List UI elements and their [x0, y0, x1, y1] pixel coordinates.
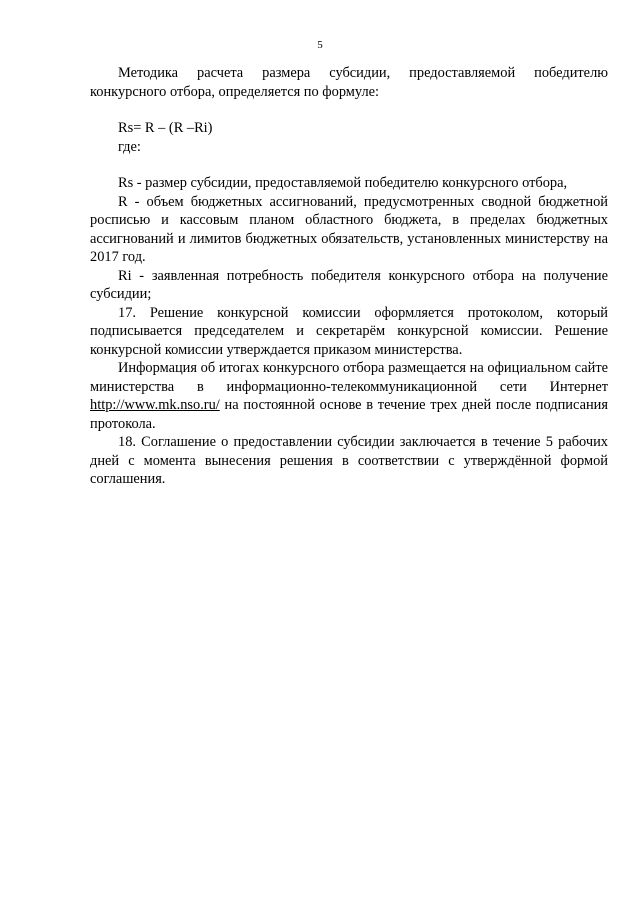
info-paragraph — [90, 359, 608, 433]
paragraph-17: 17. Решение конкурсной комиссии оформляется протоколом, который подписывается председателем и секретарём конкурсной комиссии. Решение конкурсной комиссии утверждается приказом министерства. — [90, 304, 608, 358]
ri-definition: Ri - заявленная потребность победителя конкурсного отбора на получение субсидии; — [90, 267, 608, 302]
document-body — [90, 64, 608, 489]
ministry-website-link[interactable]: http://www.mk.nso.ru/ — [90, 397, 220, 413]
r-definition: R - объем бюджетных ассигнований, предусмотренных сводной бюджетной росписью и кассовым планом областного бюджета, в пределах бюджетных ассигнований и лимитов бюджетных обязательств, установленных министерству на 2017 год. — [90, 193, 608, 265]
page-number: 5 — [317, 39, 323, 51]
intro-paragraph: Методика расчета размера субсидии, предоставляемой победителю конкурсного отбора, определяется по формуле: — [90, 65, 608, 100]
rs-definition: Rs - размер субсидии, предоставляемой победителю конкурсного отбора, — [118, 175, 568, 191]
info-text-before: Информация об итогах конкурсного отбора размещается на официальном сайте министерства в информационно-телекоммуникационной сети Интернет — [90, 360, 608, 395]
info-text-after: на постоянной основе в течение трех дней после подписания протокола. — [90, 397, 608, 432]
paragraph-18: 18. Соглашение о предоставлении субсидии заключается в течение 5 рабочих дней с момента вынесения решения в соответствии с утверждённой формой соглашения. — [90, 434, 608, 487]
where-label: где: — [118, 138, 141, 155]
formula: Rs= R – (R –Ri) — [118, 120, 213, 136]
